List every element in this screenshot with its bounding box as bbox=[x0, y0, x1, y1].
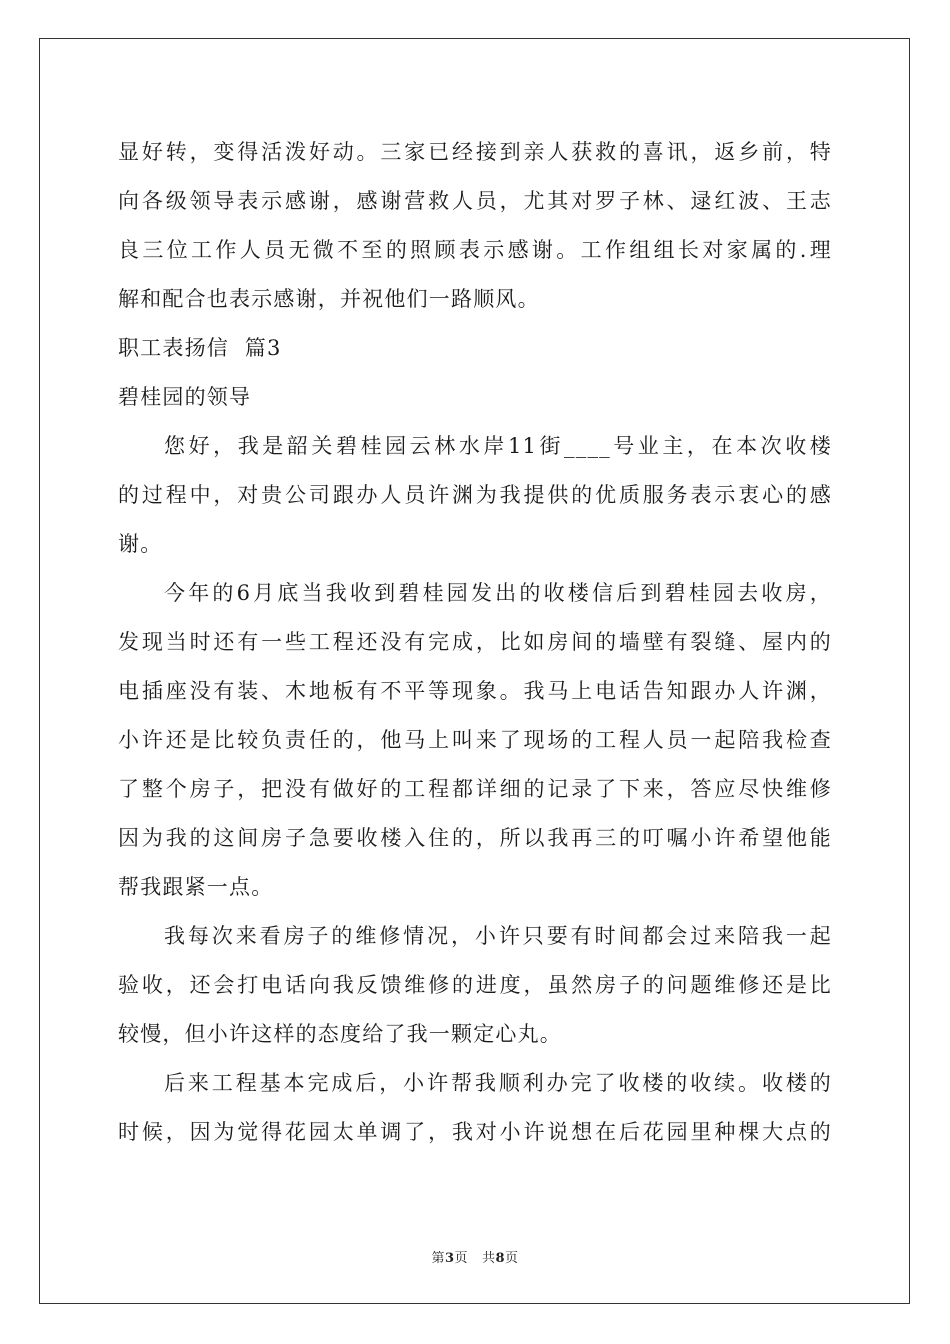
paragraph-start: 后来工程基本完成后，小许帮我顺利办完了收楼的收续。收楼的 bbox=[164, 1071, 832, 1095]
page-number-suffix: 页 bbox=[505, 1251, 519, 1266]
page-number-total: 8 bbox=[495, 1251, 505, 1266]
text-line: 较慢，但小许这样的态度给了我一颗定心丸。 bbox=[118, 1022, 562, 1046]
text-line: 电插座没有装、木地板有不平等现象。我马上电话告知跟办人许渊， bbox=[118, 679, 832, 703]
text-line: 了整个房子，把没有做好的工程都详细的记录了下来，答应尽快维修 bbox=[118, 777, 832, 801]
page-number-mid: 页 共 bbox=[454, 1251, 496, 1266]
text-line: 验收，还会打电话向我反馈维修的进度，虽然房子的问题维修还是比 bbox=[118, 973, 832, 997]
text-line: 显好转，变得活泼好动。三家已经接到亲人获救的喜讯，返乡前，特 bbox=[118, 140, 832, 164]
text-line: 良三位工作人员无微不至的照顾表示感谢。工作组组长对家属的.理 bbox=[118, 238, 832, 262]
document-body bbox=[118, 128, 832, 1157]
page-number-prefix: 第 bbox=[431, 1251, 445, 1266]
letter-salutation: 碧桂园的领导 bbox=[118, 385, 252, 409]
section-heading: 职工表扬信 篇3 bbox=[118, 336, 282, 360]
paragraph-start: 我每次来看房子的维修情况，小许只要有时间都会过来陪我一起 bbox=[164, 924, 832, 948]
page-footer bbox=[0, 1247, 950, 1266]
text-line: 帮我跟紧一点。 bbox=[118, 875, 274, 899]
paragraph-start: 您好，我是韶关碧桂园云林水岸11街____号业主，在本次收楼 bbox=[164, 434, 832, 458]
text-line: 发现当时还有一些工程还没有完成，比如房间的墙壁有裂缝、屋内的 bbox=[118, 630, 832, 654]
text-line: 时候，因为觉得花园太单调了，我对小许说想在后花园里种棵大点的 bbox=[118, 1120, 832, 1144]
text-line: 解和配合也表示感谢，并祝他们一路顺风。 bbox=[118, 287, 540, 311]
text-line: 因为我的这间房子急要收楼入住的，所以我再三的叮嘱小许希望他能 bbox=[118, 826, 832, 850]
text-line: 的过程中，对贵公司跟办人员许渊为我提供的优质服务表示衷心的感 bbox=[118, 483, 832, 507]
text-line: 谢。 bbox=[118, 532, 163, 556]
page-number-current: 3 bbox=[445, 1251, 455, 1266]
paragraph-start: 今年的6月底当我收到碧桂园发出的收楼信后到碧桂园去收房， bbox=[164, 581, 832, 605]
text-line: 向各级领导表示感谢，感谢营救人员，尤其对罗子林、逯红波、王志 bbox=[118, 189, 832, 213]
text-line: 小许还是比较负责任的，他马上叫来了现场的工程人员一起陪我检查 bbox=[118, 728, 832, 752]
